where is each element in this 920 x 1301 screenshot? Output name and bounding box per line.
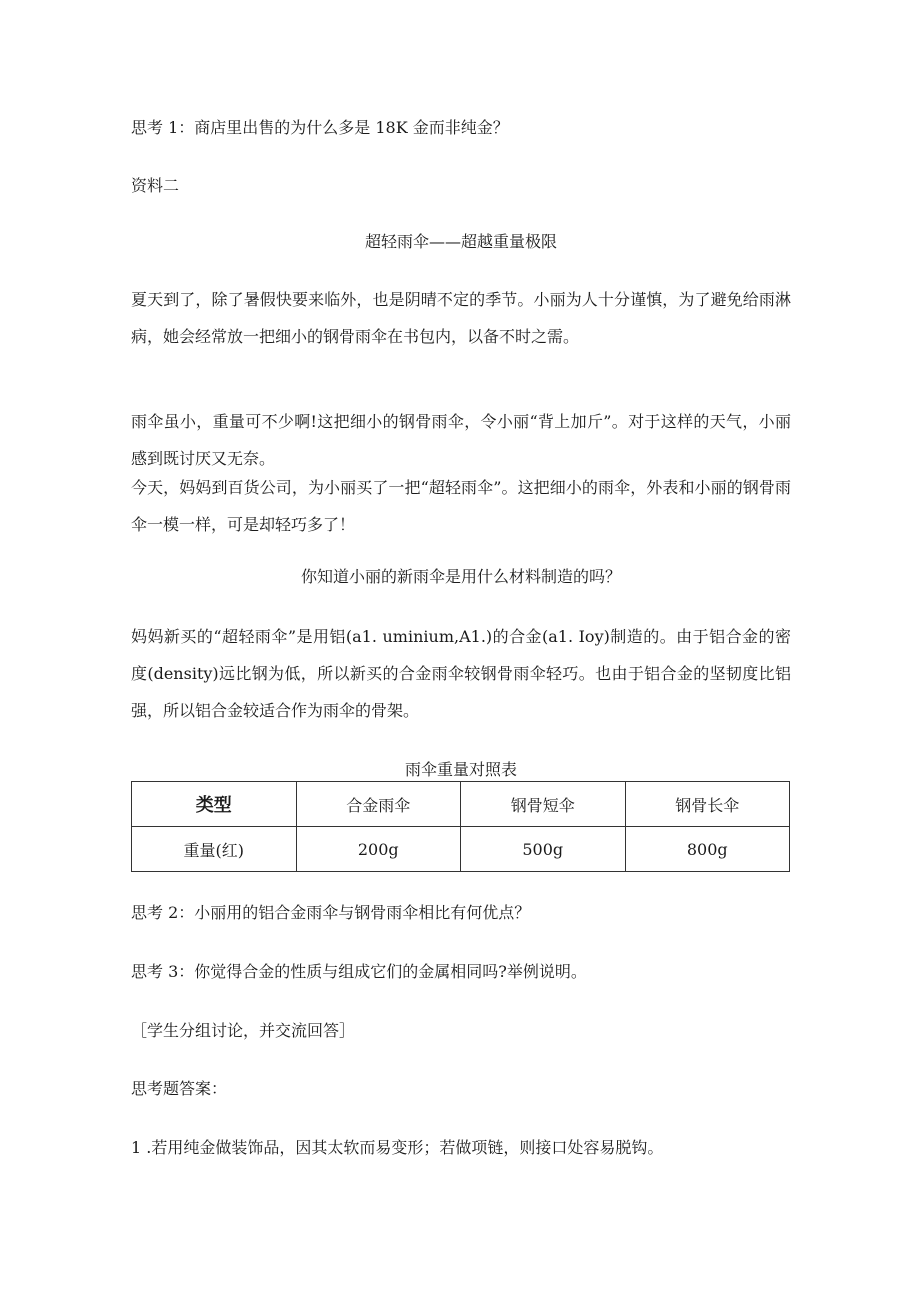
table-header-cell: 合金雨伞 (296, 782, 461, 827)
umbrella-weight-table (131, 781, 790, 872)
material-label: 资料二 (131, 176, 180, 195)
table-caption: 雨伞重量对照表 (404, 760, 517, 779)
discussion-note: ［学生分组讨论，并交流回答］ (131, 1021, 356, 1040)
think-question-3: 思考 3：你觉得合金的性质与组成它们的金属相同吗?举例说明。 (131, 962, 587, 981)
table-header-cell: 钢骨长伞 (625, 782, 790, 827)
table-cell: 重量(红) (132, 827, 297, 872)
think-question-2: 思考 2：小丽用的铝合金雨伞与钢骨雨伞相比有何优点？ (131, 903, 531, 922)
paragraph-2: 雨伞虽小，重量可不少啊!这把细小的钢骨雨伞，令小丽“背上加斤”。对于这样的天气，小丽感到既讨厌又无奈。 (131, 412, 791, 468)
answer-1: 1 .若用纯金做装饰品，因其太软而易变形；若做项链，则接口处容易脱钩。 (131, 1138, 664, 1157)
table-row (132, 827, 790, 872)
table-cell: 800g (625, 827, 790, 872)
paragraph-3: 今天，妈妈到百货公司，为小丽买了一把“超轻雨伞”。这把细小的雨伞，外表和小丽的钢骨雨伞一模一样，可是却轻巧多了！ (131, 478, 791, 534)
table-header-cell: 类型 (132, 782, 297, 827)
article-title: 超轻雨伞——超越重量极限 (364, 232, 557, 251)
answers-heading: 思考题答案： (131, 1079, 228, 1098)
paragraph-1: 夏天到了，除了暑假快要来临外，也是阴晴不定的季节。小丽为人十分谨慎，为了避免给雨淋病，她会经常放一把细小的钢骨雨伞在书包内，以备不时之需。 (131, 290, 791, 346)
paragraph-4: 妈妈新买的“超轻雨伞”是用铝(a1. uminium,A1.)的合金(a1. Ioy)制造的。由于铝合金的密度(density)远比钢为低，所以新买的合金雨伞较钢骨雨伞轻巧。也由于铝合金的坚韧度比铝强，所以铝合金较适合作为雨伞的骨架。 (131, 627, 791, 720)
table-cell: 200g (296, 827, 461, 872)
table-cell: 500g (461, 827, 626, 872)
table-header-row (132, 782, 790, 827)
material-question: 你知道小丽的新雨伞是用什么材料制造的吗？ (300, 567, 621, 586)
table-header-cell: 钢骨短伞 (461, 782, 626, 827)
think-question-1: 思考 1：商店里出售的为什么多是 18K 金而非纯金？ (131, 118, 509, 137)
